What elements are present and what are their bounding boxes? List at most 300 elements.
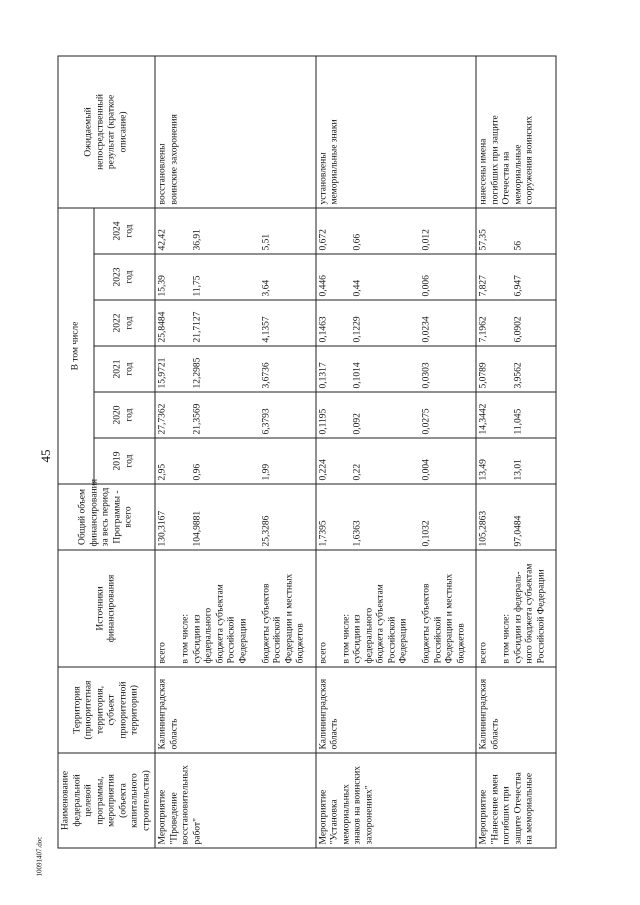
spacer (203, 211, 215, 250)
text-line: Федерации и местных (444, 573, 454, 663)
text-line: мемориальных (340, 783, 351, 844)
text-line: территории) (129, 684, 139, 735)
total-amount (315, 484, 476, 550)
spacer (364, 257, 376, 296)
header-year (93, 207, 154, 253)
spacer (536, 257, 548, 296)
spacer (272, 487, 284, 546)
spacer (536, 395, 548, 434)
spacer (226, 349, 238, 388)
spacer (284, 441, 296, 480)
group-gap (169, 487, 181, 546)
spacer (215, 441, 227, 480)
amount-value: 21,7127 (191, 311, 202, 342)
spacer (433, 211, 445, 250)
spacer (501, 257, 513, 296)
group-gap (169, 303, 181, 342)
spacer (398, 395, 410, 434)
spacer (226, 395, 238, 434)
header-result (58, 55, 155, 207)
text-line: целевой (83, 783, 93, 817)
text-line: область (168, 717, 179, 749)
year-amount (315, 207, 476, 253)
text-line: всего (157, 641, 167, 663)
text-line: Российской Федерации (535, 568, 546, 663)
text-line: 2023 (112, 267, 123, 286)
year-amount (315, 392, 476, 438)
spacer (501, 395, 513, 434)
spacer (364, 349, 376, 388)
text-line: нанесены имена (478, 138, 488, 204)
spacer (364, 441, 376, 480)
year-amount (476, 300, 556, 346)
financing-table (57, 55, 556, 848)
spacer (444, 395, 456, 434)
spacer (284, 349, 296, 388)
year-amount (155, 300, 316, 346)
spacer (180, 349, 192, 388)
year-amount (476, 346, 556, 392)
spacer (238, 303, 250, 342)
text-line: всего (478, 641, 488, 663)
text-line: территория, (94, 685, 105, 734)
measure-name (476, 753, 556, 848)
spacer (501, 487, 513, 546)
text-line: Российской (432, 616, 443, 663)
amount-value: 0,66 (352, 233, 362, 250)
group-gap (329, 487, 341, 546)
spacer (272, 441, 284, 480)
spacer (536, 349, 548, 388)
spacer (375, 211, 387, 250)
text-line: федерального (363, 607, 374, 663)
text-line: область (489, 717, 500, 749)
spacer (536, 211, 548, 250)
text-line: Наименование (60, 770, 70, 830)
text-line: захоронениях" (363, 784, 374, 844)
amount-value: 12,2985 (191, 357, 202, 388)
spacer (203, 349, 215, 388)
expected-result (476, 55, 556, 207)
footer-document-code: 10091407.doc (35, 836, 44, 877)
spacer (524, 349, 536, 388)
spacer (295, 303, 307, 342)
group-gap (329, 257, 341, 296)
spacer (226, 257, 238, 296)
amount-value: 11,75 (191, 274, 202, 296)
amount-value: 57,35 (478, 228, 488, 250)
group-gap (410, 441, 422, 480)
group-gap (329, 553, 341, 663)
territory (476, 667, 556, 753)
amount-value: 7,1962 (478, 315, 488, 342)
spacer (375, 441, 387, 480)
spacer (387, 303, 399, 342)
spacer (387, 349, 399, 388)
group-gap (490, 487, 502, 546)
amount-value: 0,672 (317, 228, 328, 250)
spacer (364, 211, 376, 250)
spacer (284, 303, 296, 342)
spacer (433, 349, 445, 388)
spacer (375, 487, 387, 546)
spacer (284, 395, 296, 434)
group-gap (169, 553, 181, 663)
spacer (272, 257, 284, 296)
spacer (433, 257, 445, 296)
group-gap (410, 257, 422, 296)
group-gap (329, 211, 341, 250)
text-line: мемориальные (512, 144, 523, 204)
text-line: год (123, 454, 134, 467)
spacer (501, 303, 513, 342)
amount-value: 2,95 (157, 463, 167, 480)
text-line: непосредственный (94, 93, 105, 170)
amount-value: 42,42 (157, 228, 167, 250)
amount-value: 6,947 (512, 274, 523, 296)
text-line: результат (краткое (106, 94, 116, 169)
spacer (215, 487, 227, 546)
header-name (58, 753, 155, 848)
amount-value: 5,0789 (478, 361, 488, 388)
spacer (375, 257, 387, 296)
spacer (203, 303, 215, 342)
text-line: 2019 (112, 451, 123, 470)
spacer (180, 441, 192, 480)
amount-value: 130,3167 (157, 510, 167, 546)
spacer (387, 395, 399, 434)
amount-value: 0,1317 (317, 361, 328, 388)
text-line: финансирования (106, 574, 116, 642)
year-amount (315, 300, 476, 346)
spacer (456, 487, 468, 546)
year-amount (476, 254, 556, 300)
spacer (536, 487, 548, 546)
group-gap (490, 553, 502, 663)
amount-value: 0,0303 (421, 361, 431, 388)
spacer (226, 211, 238, 250)
spacer (272, 211, 284, 250)
spacer (387, 211, 399, 250)
territory (155, 667, 316, 753)
year-amount (315, 346, 476, 392)
amount-value: 0,0275 (421, 407, 431, 434)
total-amount (155, 484, 316, 550)
spacer (203, 257, 215, 296)
text-line: "Нанесение имен (489, 773, 500, 844)
text-line: бюджета субъектам (375, 583, 385, 663)
text-line: приоритетной (117, 681, 128, 738)
amount-value: 0,1229 (352, 315, 362, 342)
text-line: 2021 (112, 359, 123, 378)
spacer (295, 257, 307, 296)
text-line: за весь период (100, 487, 111, 546)
amount-value: 3,64 (260, 279, 271, 296)
spacer (398, 349, 410, 388)
spacer (387, 257, 399, 296)
header-total (58, 478, 155, 550)
amount-value: 0,1032 (421, 519, 431, 546)
text-line: сооружения воинских (524, 115, 534, 204)
text-line: защите Отечества (512, 771, 523, 844)
spacer (203, 395, 215, 434)
spacer (295, 487, 307, 546)
spacer (398, 211, 410, 250)
expected-result (155, 55, 316, 207)
spacer (295, 395, 307, 434)
group-gap (249, 303, 261, 342)
text-line: год (123, 316, 134, 329)
text-line: Калининградская (317, 678, 328, 749)
amount-value: 4,1357 (260, 315, 271, 342)
spacer (444, 303, 456, 342)
text-line: субсидии из федераль- (512, 570, 523, 663)
text-line: ного бюджета субъектам (524, 563, 534, 663)
spacer (524, 303, 536, 342)
amount-value: 3,9562 (512, 361, 523, 388)
text-line: субсидии из (352, 613, 362, 663)
group-gap (490, 257, 502, 296)
text-line: Калининградская (157, 678, 167, 749)
group-gap (410, 211, 422, 250)
group-gap (169, 441, 181, 480)
group-gap (410, 303, 422, 342)
amount-value: 13,49 (478, 458, 488, 480)
amount-value: 5,51 (260, 233, 271, 250)
group-gap (249, 349, 261, 388)
text-line: год (123, 223, 134, 237)
text-line: (приоритетная (83, 680, 93, 739)
group-gap (329, 395, 341, 434)
spacer (341, 441, 353, 480)
group-gap (490, 349, 502, 388)
text-line: год (123, 408, 134, 421)
expected-result (315, 55, 476, 207)
spacer (501, 349, 513, 388)
text-line: Территория (71, 685, 82, 734)
text-line: область (329, 717, 339, 749)
year-amount (315, 254, 476, 300)
text-line: мероприятия (106, 773, 116, 827)
spacer (295, 441, 307, 480)
amount-value: 0,092 (352, 412, 362, 434)
spacer (433, 395, 445, 434)
spacer (433, 487, 445, 546)
text-line: капитального (129, 772, 139, 828)
spacer (215, 257, 227, 296)
year-amount (155, 346, 316, 392)
spacer (284, 211, 296, 250)
spacer (272, 395, 284, 434)
amount-value: 6,0902 (512, 315, 523, 342)
group-gap (249, 441, 261, 480)
text-line: в том числе: (340, 613, 351, 663)
amount-value: 0,96 (191, 463, 202, 480)
text-line: Мероприятие (317, 789, 328, 844)
spacer (364, 487, 376, 546)
header-in-total: В том числе (58, 207, 94, 483)
spacer (398, 487, 410, 546)
text-line: на мемориальные (524, 772, 534, 844)
spacer (433, 441, 445, 480)
text-line: Ожидаемый (83, 106, 93, 157)
text-line: Федерации (237, 618, 248, 663)
amount-value: 1,99 (260, 463, 271, 480)
text-line: работ" (191, 817, 202, 844)
header-year (93, 300, 154, 346)
spacer (215, 303, 227, 342)
spacer (501, 441, 513, 480)
text-line: в том числе: (180, 613, 190, 663)
group-gap (249, 487, 261, 546)
text-line: год (123, 362, 134, 375)
spacer (295, 349, 307, 388)
spacer (284, 257, 296, 296)
header-sources (58, 550, 155, 667)
text-line: Калининградская (478, 678, 488, 749)
amount-value: 15,9721 (157, 357, 167, 388)
text-line: бюджета субъектам (214, 583, 225, 663)
amount-value: 0,1463 (317, 315, 328, 342)
group-gap (410, 395, 422, 434)
text-line: погибших при (501, 785, 511, 844)
text-line: 2020 (112, 405, 123, 424)
spacer (398, 257, 410, 296)
amount-value: 56 (512, 240, 523, 250)
spacer (524, 211, 536, 250)
text-line: описание) (117, 110, 128, 152)
text-line: федеральной (71, 773, 82, 827)
spacer (524, 487, 536, 546)
amount-value: 0,1195 (317, 408, 328, 434)
spacer (375, 303, 387, 342)
amount-value: 0,44 (352, 279, 362, 296)
text-line: в том числе: (501, 613, 511, 663)
spacer (180, 211, 192, 250)
spacer (238, 211, 250, 250)
amount-value: 13,01 (512, 458, 523, 480)
spacer (180, 303, 192, 342)
spacer (444, 211, 456, 250)
text-line: Мероприятие (157, 789, 167, 844)
amount-value: 25,3286 (260, 515, 271, 546)
spacer (180, 487, 192, 546)
territory (315, 667, 476, 753)
spacer (341, 487, 353, 546)
amount-value: 3,6736 (260, 361, 271, 388)
spacer (238, 257, 250, 296)
spacer (536, 441, 548, 480)
amount-value: 1,7395 (317, 519, 328, 546)
amount-value: 6,3793 (260, 407, 271, 434)
amount-value: 21,3569 (191, 403, 202, 434)
spacer (375, 349, 387, 388)
measure-name (315, 753, 476, 848)
header-territory (58, 667, 155, 753)
group-gap (169, 349, 181, 388)
spacer (180, 257, 192, 296)
amount-value: 105,2863 (478, 510, 488, 546)
financing-sources (155, 550, 316, 667)
spacer (295, 211, 307, 250)
spacer (341, 303, 353, 342)
text-line: бюджетов (455, 622, 466, 663)
text-line: (объекта (117, 782, 128, 818)
spacer (272, 349, 284, 388)
year-amount (155, 438, 316, 484)
group-gap (169, 257, 181, 296)
amount-value: 0,0234 (421, 315, 431, 342)
text-line: строительства) (140, 769, 151, 831)
spacer (387, 441, 399, 480)
group-gap (329, 349, 341, 388)
group-gap (490, 211, 502, 250)
year-amount (476, 392, 556, 438)
text-line: Общий объем (77, 488, 88, 545)
year-amount (476, 207, 556, 253)
group-gap (169, 211, 181, 250)
text-line: Российской (272, 616, 282, 663)
amount-value: 104,9881 (191, 510, 202, 546)
amount-value: 14,3442 (478, 403, 488, 434)
table-row (476, 55, 556, 847)
spacer (433, 303, 445, 342)
spacer (456, 303, 468, 342)
amount-value: 0,446 (317, 274, 328, 296)
text-line: Программы - (111, 489, 122, 544)
spacer (215, 211, 227, 250)
spacer (180, 395, 192, 434)
spacer (238, 487, 250, 546)
rotated-table-area (57, 56, 576, 848)
amount-value: 15,39 (157, 274, 167, 296)
text-line: "Проведение (168, 791, 179, 844)
text-line: Федерации (398, 618, 408, 663)
text-line: 2024 (112, 220, 123, 240)
group-gap (410, 487, 422, 546)
text-line: бюджетов (295, 622, 305, 663)
spacer (375, 395, 387, 434)
text-line: установлены (317, 151, 328, 204)
text-line: субъект (106, 693, 116, 726)
spacer (456, 395, 468, 434)
table-row (315, 55, 476, 847)
spacer (215, 395, 227, 434)
text-line: год (123, 270, 134, 283)
spacer (524, 441, 536, 480)
amount-value: 25,8484 (157, 311, 167, 342)
spacer (238, 395, 250, 434)
spacer (456, 257, 468, 296)
group-gap (410, 349, 422, 388)
year-amount (155, 392, 316, 438)
text-line: бюджеты субъектов (421, 582, 431, 663)
spacer (341, 349, 353, 388)
group-gap (490, 303, 502, 342)
financing-sources (476, 550, 556, 667)
group-gap (249, 395, 261, 434)
group-gap (329, 303, 341, 342)
amount-value: 0,22 (352, 463, 362, 480)
amount-value: 0,224 (317, 458, 328, 480)
group-gap (249, 211, 261, 250)
text-line: Отечества на (501, 151, 511, 204)
spacer (364, 303, 376, 342)
spacer (272, 303, 284, 342)
text-line: Российской (226, 616, 236, 663)
spacer (398, 441, 410, 480)
spacer (444, 441, 456, 480)
